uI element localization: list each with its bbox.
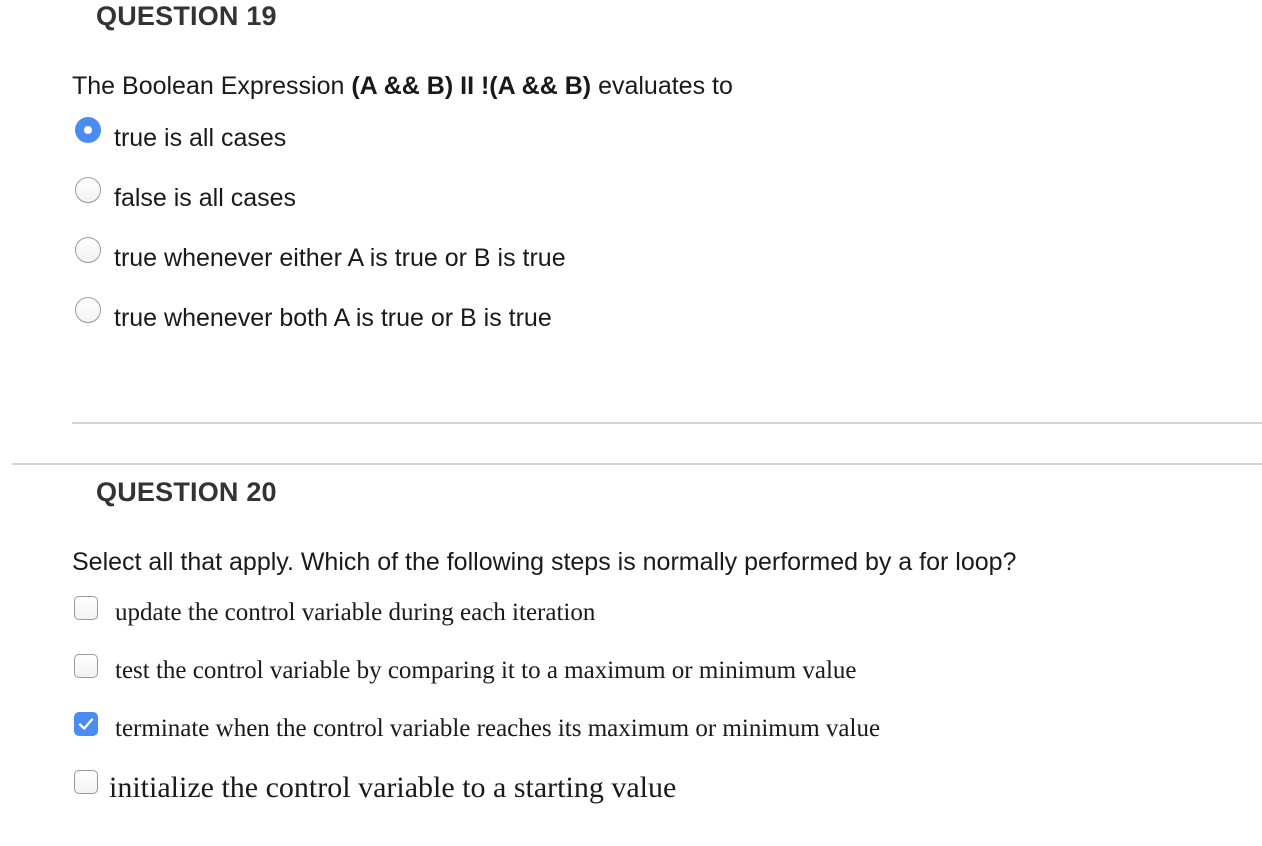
q20-option-3[interactable] — [74, 712, 880, 743]
checkbox-unchecked-icon[interactable] — [74, 654, 98, 678]
q20-option-1-label: update the control variable during each iteration — [115, 599, 596, 626]
radio-unselected-icon[interactable] — [75, 177, 101, 203]
question-divider-inner — [72, 422, 1262, 424]
q20-option-2[interactable] — [74, 654, 857, 685]
q19-option-4-label: true whenever both A is true or B is true — [114, 304, 552, 332]
q19-option-3[interactable] — [75, 237, 566, 273]
q19-option-2-label: false is all cases — [114, 184, 297, 212]
checkbox-checked[interactable] — [74, 712, 98, 736]
q20-option-4-label: initialize the control variable to a starting value — [109, 771, 677, 804]
question-19-prompt-text: The Boolean Expression — [72, 72, 352, 100]
checkbox-unchecked-icon[interactable] — [74, 770, 98, 794]
radio-unselected-icon[interactable] — [75, 297, 101, 323]
radio-selected-icon[interactable] — [75, 117, 101, 143]
checkbox-unchecked-icon[interactable] — [74, 596, 98, 620]
q20-option-1[interactable] — [74, 596, 595, 627]
question-19-prompt-suffix: evaluates to — [591, 72, 733, 100]
q20-option-4[interactable] — [74, 770, 676, 805]
question-19-title: QUESTION 19 — [96, 1, 277, 31]
q19-option-2[interactable] — [75, 177, 296, 213]
q19-option-3-label: true whenever either A is true or B is true — [114, 244, 566, 272]
q19-option-1-label: true is all cases — [114, 124, 287, 152]
q19-option-4[interactable] — [75, 297, 552, 333]
q19-option-1[interactable] — [75, 117, 286, 153]
question-20-prompt: Select all that apply. Which of the following steps is normally performed by a for loop? — [72, 548, 1017, 576]
radio-unselected-icon[interactable] — [75, 237, 101, 263]
question-19-prompt — [72, 72, 733, 101]
question-divider-outer — [12, 463, 1262, 465]
q20-option-2-label: test the control variable by comparing it to a maximum or minimum value — [115, 657, 857, 684]
checkmark-icon — [77, 715, 95, 733]
question-19-expression: (A && B) II !(A && B) — [351, 72, 592, 100]
q20-option-3-label: terminate when the control variable reaches its maximum or minimum value — [115, 715, 881, 742]
question-20-title: QUESTION 20 — [96, 477, 277, 507]
